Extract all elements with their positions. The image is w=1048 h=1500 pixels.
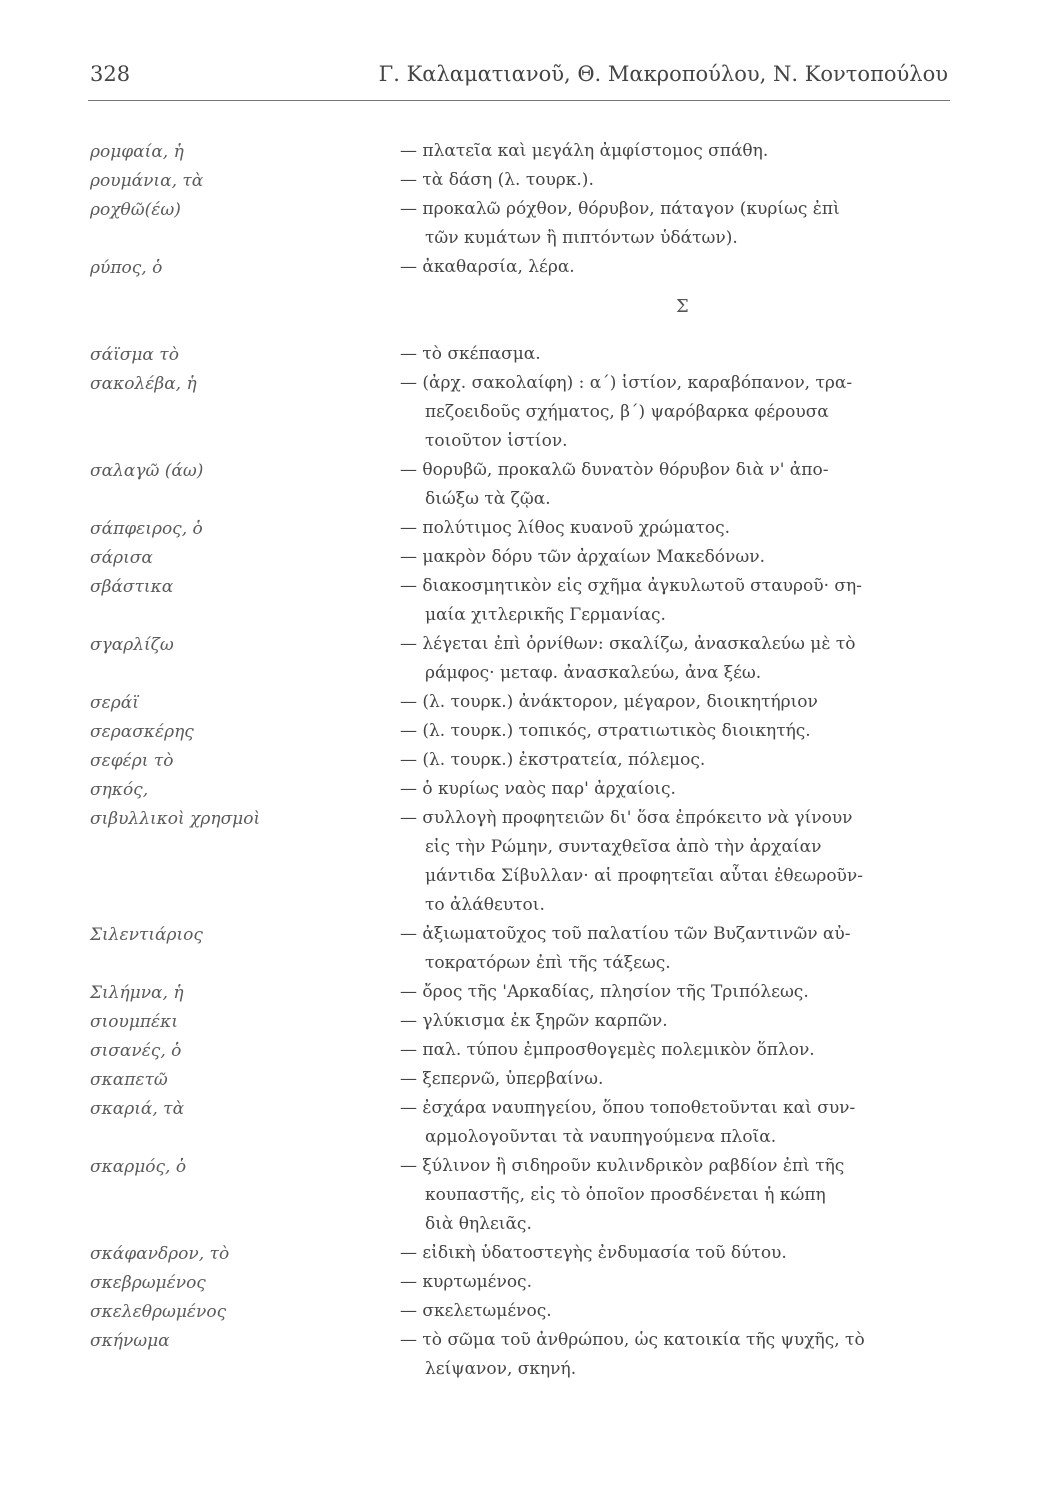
entry-definition [400, 688, 955, 717]
entry-term: Σιλήμνα, ἡ [90, 983, 184, 1003]
entry-term: σερασκέρης [90, 722, 194, 742]
entry-term: σκάφανδρον, τὸ [90, 1244, 230, 1264]
definition-line: — προκαλῶ ρόχθον, θόρυβον, πάταγον (κυρίως ἐπὶ [400, 199, 840, 219]
definition-line: — εἰδικὴ ὑδατοστεγὴς ἐνδυμασία τοῦ δύτου. [400, 1243, 787, 1263]
entry-definition [400, 1094, 955, 1152]
definition-line: μάντιδα Σίβυλλαν· αἱ προφητεῖαι αὗται ἐθεωροῦν- [425, 866, 863, 886]
entry-term: σιβυλλικοὶ χρησμοὶ [90, 809, 261, 829]
definition-line: — μακρὸν δόρυ τῶν ἀρχαίων Μακεδόνων. [400, 547, 765, 567]
definition-line: — θορυβῶ, προκαλῶ δυνατὸν θόρυβον διὰ ν' ἀπο- [400, 460, 829, 480]
entry-term: ρομφαία, ἡ [90, 142, 184, 162]
definition-line: — (λ. τουρκ.) ἐκστρατεία, πόλεμος. [400, 750, 706, 770]
definition-line: λείψανον, σκηνή. [425, 1359, 577, 1379]
definition-line: — τὸ σκέπασμα. [400, 344, 541, 364]
definition-line: τῶν κυμάτων ἢ πιπτόντων ὑδάτων). [425, 228, 738, 248]
entry-term: σκαπετῶ [90, 1070, 168, 1090]
entry-definition [400, 1065, 955, 1094]
entry-term: σάϊσμα τὸ [90, 345, 179, 365]
entry-definition [400, 920, 955, 978]
entry-term: σάπφειρος, ὁ [90, 519, 203, 539]
entry-term: σγαρλίζω [90, 635, 174, 655]
definition-line: το ἀλάθευτοι. [425, 895, 545, 915]
definition-line: — (ἀρχ. σακολαίφη) : α΄) ἱστίον, καραβόπανον, τρα- [400, 373, 853, 393]
entry-definition [400, 746, 955, 775]
entry-term: σάρισα [90, 548, 153, 568]
definition-line: — τὰ δάση (λ. τουρκ.). [400, 170, 594, 190]
page-number: 328 [90, 62, 131, 86]
definition-line: πεζοειδοῦς σχήματος, β΄) ψαρόβαρκα φέρουσα [425, 402, 829, 422]
definition-line: τοκρατόρων ἐπὶ τῆς τάξεως. [425, 953, 671, 973]
definition-line: — ὄρος τῆς 'Αρκαδίας, πλησίον τῆς Τριπόλεως. [400, 982, 809, 1002]
entry-term: σκελεθρωμένος [90, 1302, 227, 1322]
definition-line: — (λ. τουρκ.) ἀνάκτορον, μέγαρον, διοικητήριον [400, 692, 818, 712]
entry-definition [400, 804, 955, 920]
entry-definition [400, 1036, 955, 1065]
definition-line: — λέγεται ἐπὶ ὀρνίθων: σκαλίζω, ἀνασκαλεύω μὲ τὸ [400, 634, 856, 654]
entry-term: σκαριά, τὰ [90, 1099, 185, 1119]
definition-line: διώξω τὰ ζῷα. [425, 489, 551, 509]
entry-definition [400, 543, 955, 572]
entry-term: ρύπος, ὁ [90, 258, 163, 278]
definition-line: — πολύτιμος λίθος κυανοῦ χρώματος. [400, 518, 731, 538]
entry-term: σκήνωμα [90, 1331, 170, 1351]
definition-line: κουπαστῆς, εἰς τὸ ὁποῖον προσδένεται ἡ κώπη [425, 1185, 826, 1205]
entry-definition [400, 340, 955, 369]
entry-definition [400, 1152, 955, 1239]
definition-line: εἰς τὴν Ρώμην, συνταχθεῖσα ἀπὸ τὴν ἀρχαίαν [425, 837, 822, 857]
definition-line: — συλλογὴ προφητειῶν δι' ὅσα ἐπρόκειτο νὰ γίνουν [400, 808, 853, 828]
entry-term: σεφέρι τὸ [90, 751, 174, 771]
entry-term: σκαρμός, ὁ [90, 1157, 187, 1177]
entry-term: σισανές, ὁ [90, 1041, 182, 1061]
definition-line: μαία χιτλερικῆς Γερμανίας. [425, 605, 666, 625]
section-letter: Σ [676, 296, 689, 317]
entry-definition [400, 572, 955, 630]
definition-line: — ὁ κυρίως ναὸς παρ' ἀρχαίοις. [400, 779, 676, 799]
entry-definition [400, 195, 955, 253]
entry-term: σηκός, [90, 780, 149, 800]
definition-line: — (λ. τουρκ.) τοπικός, στρατιωτικὸς διοικητής. [400, 721, 811, 741]
definition-line: — παλ. τύπου ἐμπροσθογεμὲς πολεμικὸν ὅπλον. [400, 1040, 815, 1060]
entry-definition [400, 253, 955, 282]
entry-term: ρουμάνια, τὰ [90, 171, 204, 191]
definition-line: — ξεπερνῶ, ὑπερβαίνω. [400, 1069, 604, 1089]
entry-definition [400, 1297, 955, 1326]
definition-line: ράμφος· μεταφ. ἀνασκαλεύω, ἀνα ξέω. [425, 663, 762, 683]
definition-line: αρμολογοῦνται τὰ ναυπηγούμενα πλοῖα. [425, 1127, 777, 1147]
entry-definition [400, 630, 955, 688]
definition-line: διὰ θηλειᾶς. [425, 1214, 532, 1234]
definition-line: — γλύκισμα ἐκ ξηρῶν καρπῶν. [400, 1011, 668, 1031]
entry-definition [400, 717, 955, 746]
running-head: Γ. Καλαματιανοῦ, Θ. Μακροπούλου, Ν. Κοντοπούλου [378, 62, 948, 86]
entry-term: σιουμπέκι [90, 1012, 178, 1032]
entry-definition [400, 1268, 955, 1297]
definition-line: τοιοῦτον ἱστίον. [425, 431, 568, 451]
entry-definition [400, 978, 955, 1007]
definition-line: — πλατεῖα καὶ μεγάλη ἀμφίστομος σπάθη. [400, 141, 769, 161]
entry-term: σεράϊ [90, 693, 139, 713]
entry-term: ροχθῶ(έω) [90, 200, 181, 220]
entry-definition [400, 775, 955, 804]
definition-line: — ἀκαθαρσία, λέρα. [400, 257, 575, 277]
entry-definition [400, 1239, 955, 1268]
entry-definition [400, 166, 955, 195]
definition-line: — ἐσχάρα ναυπηγείου, ὅπου τοποθετοῦνται καὶ συν- [400, 1098, 856, 1118]
entry-definition [400, 514, 955, 543]
entry-term: σαλαγῶ (άω) [90, 461, 204, 481]
entry-term: σακολέβα, ἡ [90, 374, 197, 394]
definition-line: — ἀξιωματοῦχος τοῦ παλατίου τῶν Βυζαντινῶν αὐ- [400, 924, 851, 944]
definition-line: — τὸ σῶμα τοῦ ἀνθρώπου, ὡς κατοικία τῆς ψυχῆς, τὸ [400, 1330, 865, 1350]
entry-definition [400, 137, 955, 166]
entry-term: σβάστικα [90, 577, 174, 597]
entry-term: Σιλεντιάριος [90, 925, 203, 945]
entry-definition [400, 369, 955, 456]
definition-line: — σκελετωμένος. [400, 1301, 552, 1321]
entry-definition [400, 1326, 955, 1384]
definition-line: — κυρτωμένος. [400, 1272, 532, 1292]
definition-line: — διακοσμητικὸν εἰς σχῆμα ἀγκυλωτοῦ σταυροῦ· ση- [400, 576, 862, 596]
definition-line: — ξύλινον ἢ σιδηροῦν κυλινδρικὸν ραβδίον ἐπὶ τῆς [400, 1156, 845, 1176]
entry-definition [400, 456, 955, 514]
entry-term: σκεβρωμένος [90, 1273, 206, 1293]
entry-definition [400, 1007, 955, 1036]
